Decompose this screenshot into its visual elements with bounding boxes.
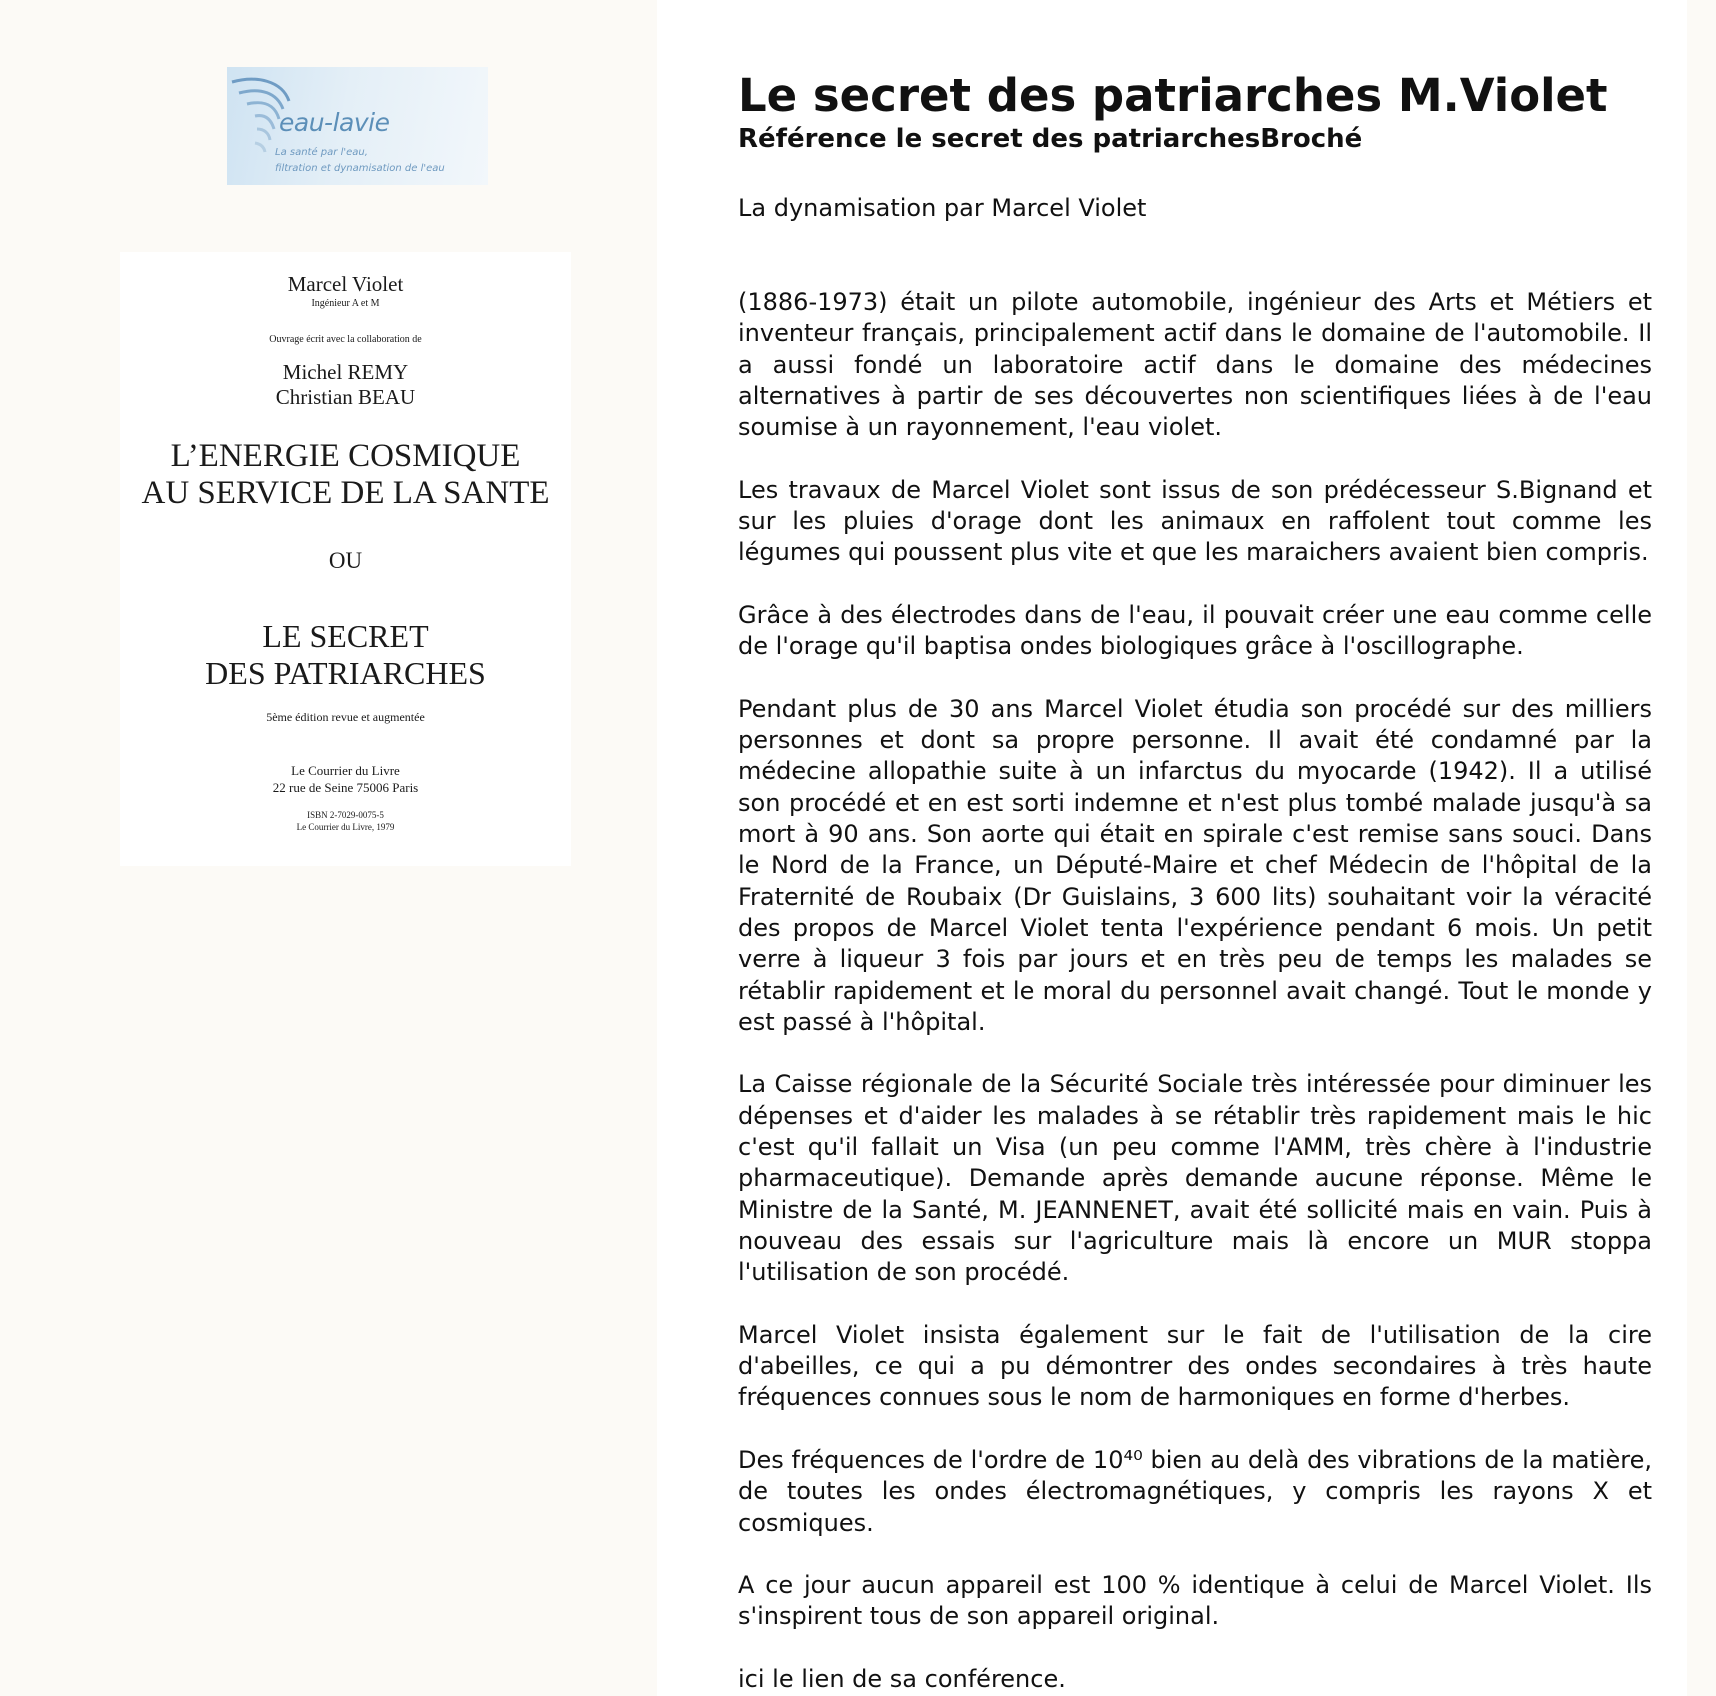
- cover-author-title: Ingénieur A et M: [311, 298, 380, 309]
- product-reference: Référence le secret des patriarchesBroché: [738, 124, 1363, 154]
- cover-edition: 5ème édition revue et augmentée: [266, 710, 425, 724]
- logo-name: eau-lavie: [279, 108, 390, 137]
- logo-tagline-line1: La santé par l'eau,: [275, 147, 368, 158]
- cover-or: OU: [328, 548, 363, 573]
- book-cover-image: [120, 252, 571, 866]
- cover-publisher: Le Courrier du Livre: [291, 763, 400, 778]
- article-paragraph-5: La Caisse régionale de la Sécurité Sociale très intéressée pour diminuer les dépenses et d'aider les malades à se rétablir très rapidement mais le hic c'est qu'il fallait un Visa (un peu comme l'AMM, très chère à l'industrie pharmaceutique). Demande après demande aucune réponse. Même le Ministre de la Santé, M. JEANNENET, avait été sollicité mais en vain. Puis à nouveau des essais sur l'agriculture mais là encore un MUR stoppa l'utilisation de son procédé.: [738, 1070, 1652, 1287]
- cover-collaboration: Ouvrage écrit avec la collaboration de: [269, 334, 422, 345]
- cover-title-line1: L’ENERGIE COSMIQUE: [170, 438, 521, 474]
- conference-link-paragraph: [738, 1664, 1652, 1695]
- article-subtitle: La dynamisation par Marcel Violet: [738, 194, 1147, 222]
- article-paragraph-6: Marcel Violet insista également sur le fait de l'utilisation de la cire d'abeilles, ce qui a pu démontrer des ondes secondaires à très haute fréquences connues sous le nom de harmoniques en forme d'herbes.: [738, 1320, 1652, 1412]
- article-paragraph-3: Grâce à des électrodes dans de l'eau, il pouvait créer une eau comme celle de l'orage qu'il baptisa ondes biologiques grâce à l'oscillographe.: [738, 600, 1652, 661]
- cover-address: 22 rue de Seine 75006 Paris: [272, 780, 419, 795]
- eau-lavie-logo[interactable]: [227, 67, 488, 185]
- cover-author: Marcel Violet: [287, 272, 404, 296]
- cover-subtitle-line1: LE SECRET: [262, 618, 429, 654]
- logo-tagline-line2: filtration et dynamisation de l'eau: [275, 163, 445, 174]
- article-paragraph-4: Pendant plus de 30 ans Marcel Violet étudia son procédé sur des milliers personnes et dont sa propre personne. Il avait été condamné par la médecine allopathie suite à un infarctus du myocarde (1942). Il a utilisé son procédé et en est sorti indemne et n'est plus tombé malade jusqu'à sa mort à 90 ans. Son aorte qui était en spirale c'est remise sans souci. Dans le Nord de la France, un Député-Maire et chef Médecin de l'hôpital de la Fraternité de Roubaix (Dr Guislains, 3 600 lits) souhaitant voir la véracité des propos de Marcel Violet tenta l'expérience pendant 6 mois. Un petit verre à liqueur 3 fois par jours et en très peu de temps les malades se rétablir rapidement et le moral du personnel avait changé. Tout le monde y est passé à l'hôpital.: [738, 694, 1652, 1036]
- cover-copyright: Le Courrier du Livre, 1979: [296, 822, 395, 832]
- cover-coauthor-1: Michel REMY: [282, 360, 409, 384]
- article-body: [738, 287, 1652, 1695]
- cover-title-line2: AU SERVICE DE LA SANTE: [141, 475, 550, 511]
- cover-coauthor-2: Christian BEAU: [275, 385, 416, 409]
- article-paragraph-7: Des fréquences de l'ordre de 10⁴⁰ bien au delà des vibrations de la matière, de toutes les ondes électromagnétiques, y compris les rayons X et cosmiques.: [738, 1445, 1652, 1537]
- article-paragraph-1: (1886-1973) était un pilote automobile, ingénieur des Arts et Métiers et inventeur français, principalement actif dans le domaine de l'automobile. Il a aussi fondé un laboratoire actif dans le domaine des médecines alternatives à partir de ses découvertes non scientifiques liées à de l'eau soumise à un rayonnement, l'eau violet.: [738, 288, 1652, 442]
- right-margin: [1687, 0, 1716, 1696]
- page-title: Le secret des patriarches M.Violet: [738, 69, 1608, 122]
- cover-isbn: ISBN 2-7029-0075-5: [307, 810, 384, 820]
- conference-link[interactable]: ici le lien de sa conférence.: [738, 1665, 1066, 1694]
- article-paragraph-2: Les travaux de Marcel Violet sont issus de son prédécesseur S.Bignand et sur les pluies d'orage dont les animaux en raffolent tout comme les légumes qui poussent plus vite et que les maraichers avaient bien compris.: [738, 475, 1652, 567]
- cover-subtitle-line2: DES PATRIARCHES: [205, 655, 486, 691]
- article-paragraph-8: A ce jour aucun appareil est 100 % identique à celui de Marcel Violet. Ils s'inspirent tous de son appareil original.: [738, 1571, 1652, 1631]
